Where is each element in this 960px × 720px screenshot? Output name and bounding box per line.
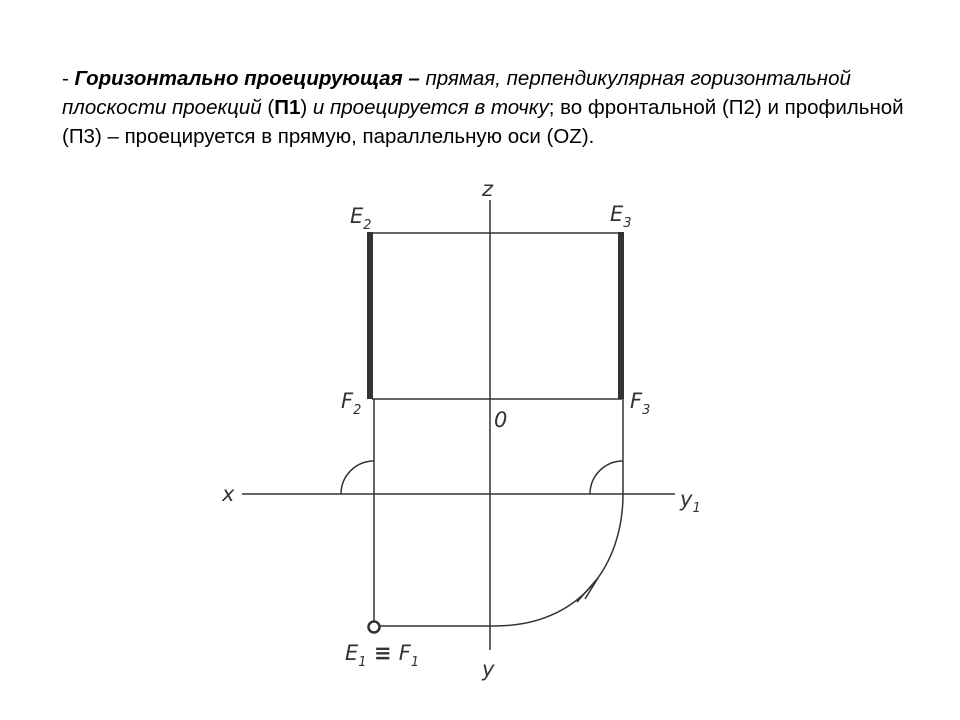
paren-open: ( [261,96,275,119]
label-y: y [482,657,495,681]
arc-arrowhead [577,578,598,602]
label-f2: $F_2$ [341,389,362,418]
paren-close: ) [300,96,313,119]
right-angle-arc [590,461,623,494]
transfer-arc [495,494,623,626]
label-e1-f1: $E_1 \equiv F_1$ [345,641,420,670]
label-z: z [482,177,494,201]
label-x: x [222,482,235,506]
label-e2: $E_2$ [350,204,372,233]
label-f3: $F_3$ [630,389,651,418]
definition-rest: ; во фронтальной (П2) и профильной (П3) – проецируется в прямую, параллельную оси (OZ). [62,96,904,148]
label-e3: $E_3$ [610,202,632,231]
label-origin: 0 [494,408,508,432]
term-label: Горизонтально проецирующая – [74,67,426,90]
left-angle-arc [341,461,374,494]
label-y1: $y_1$ [680,487,701,516]
point-e1-f1 [369,622,380,633]
definition-part-2: и проецируется в точку [312,96,549,119]
plane-p1: П1 [274,96,301,119]
leading-dash: - [62,67,75,90]
definition-part-1: прямая, перпендикулярная горизонтальной плоскости проекций [62,67,851,119]
